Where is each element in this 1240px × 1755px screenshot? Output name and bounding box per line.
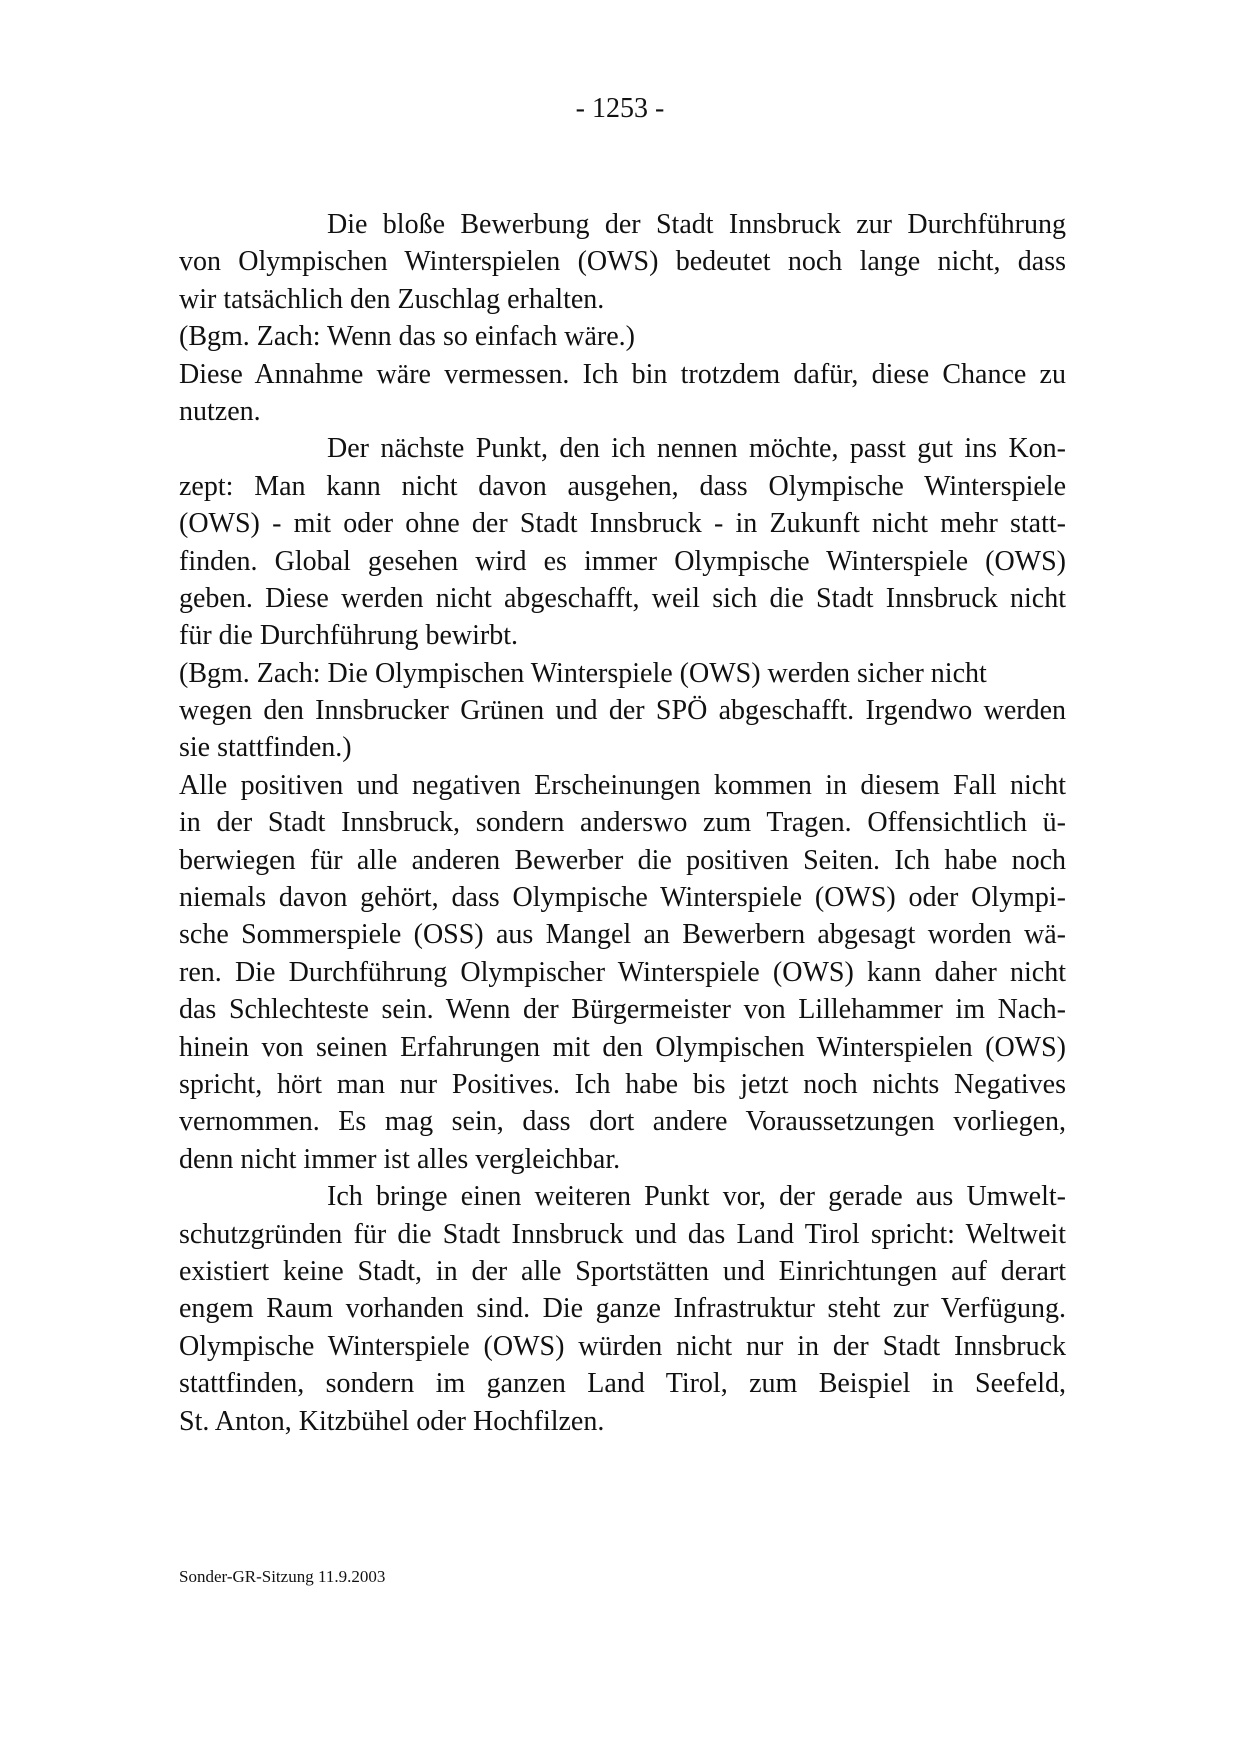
text-line: spricht, hört man nur Positives. Ich habe bis jetzt noch nichts Negatives	[179, 1068, 1066, 1100]
text-line: berwiegen für alle anderen Bewerber die positiven Seiten. Ich habe noch	[179, 844, 1066, 876]
text-line: wir tatsächlich den Zuschlag erhalten.	[179, 283, 605, 315]
text-line: stattfinden, sondern im ganzen Land Tirol, zum Beispiel in Seefeld,	[179, 1368, 1066, 1400]
text-line: Alle positiven und negativen Erscheinungen kommen in diesem Fall nicht	[179, 769, 1066, 801]
footer-session-date: Sonder-GR-Sitzung 11.9.2003	[179, 1567, 386, 1586]
text-line: vernommen. Es mag sein, dass dort andere Voraussetzungen vorliegen,	[179, 1106, 1066, 1138]
text-line: hinein von seinen Erfahrungen mit den Olympischen Winterspielen (OWS)	[179, 1031, 1066, 1063]
text-line: geben. Diese werden nicht abgeschafft, weil sich die Stadt Innsbruck nicht	[179, 582, 1066, 614]
text-line: schutzgründen für die Stadt Innsbruck und das Land Tirol spricht: Weltweit	[179, 1218, 1066, 1250]
text-line: Olympische Winterspiele (OWS) würden nicht nur in der Stadt Innsbruck	[179, 1330, 1066, 1362]
text-line: Der nächste Punkt, den ich nennen möchte, passt gut ins Kon-	[327, 433, 1066, 465]
text-line: finden. Global gesehen wird es immer Olympische Winterspiele (OWS)	[179, 545, 1066, 577]
text-line: St. Anton, Kitzbühel oder Hochfilzen.	[179, 1405, 605, 1437]
document-body	[179, 206, 1066, 1440]
text-line: Diese Annahme wäre vermessen. Ich bin trotzdem dafür, diese Chance zu	[179, 358, 1066, 390]
text-line: zept: Man kann nicht davon ausgehen, dass Olympische Winterspiele	[179, 470, 1066, 502]
text-line: (OWS) - mit oder ohne der Stadt Innsbruck - in Zukunft nicht mehr statt-	[179, 508, 1066, 540]
text-line: (Bgm. Zach: Die Olympischen Winterspiele (OWS) werden sicher nicht	[179, 657, 987, 689]
text-line: von Olympischen Winterspielen (OWS) bedeutet noch lange nicht, dass	[179, 246, 1066, 278]
text-line: engem Raum vorhanden sind. Die ganze Infrastruktur steht zur Verfügung.	[179, 1293, 1066, 1325]
text-line: (Bgm. Zach: Wenn das so einfach wäre.)	[179, 321, 635, 353]
text-line: das Schlechteste sein. Wenn der Bürgermeister von Lillehammer im Nach-	[179, 994, 1066, 1026]
text-line: in der Stadt Innsbruck, sondern anderswo zum Tragen. Offensichtlich ü-	[179, 807, 1066, 839]
text-line: wegen den Innsbrucker Grünen und der SPÖ abgeschafft. Irgendwo werden	[179, 695, 1066, 727]
text-line: sie stattfinden.)	[179, 732, 352, 764]
text-line: für die Durchführung bewirbt.	[179, 620, 519, 652]
text-line: denn nicht immer ist alles vergleichbar.	[179, 1143, 621, 1175]
text-line: Die bloße Bewerbung der Stadt Innsbruck zur Durchführung	[327, 209, 1066, 240]
text-line: nutzen.	[179, 395, 261, 427]
page-number: - 1253 -	[575, 93, 665, 124]
text-line: ren. Die Durchführung Olympischer Winterspiele (OWS) kann daher nicht	[179, 956, 1066, 988]
text-line: Ich bringe einen weiteren Punkt vor, der gerade aus Umwelt-	[327, 1181, 1066, 1213]
text-line: sche Sommerspiele (OSS) aus Mangel an Bewerbern abgesagt worden wä-	[179, 919, 1066, 951]
text-line: niemals davon gehört, dass Olympische Winterspiele (OWS) oder Olympi-	[179, 882, 1066, 914]
text-line: existiert keine Stadt, in der alle Sportstätten und Einrichtungen auf derart	[179, 1255, 1066, 1287]
